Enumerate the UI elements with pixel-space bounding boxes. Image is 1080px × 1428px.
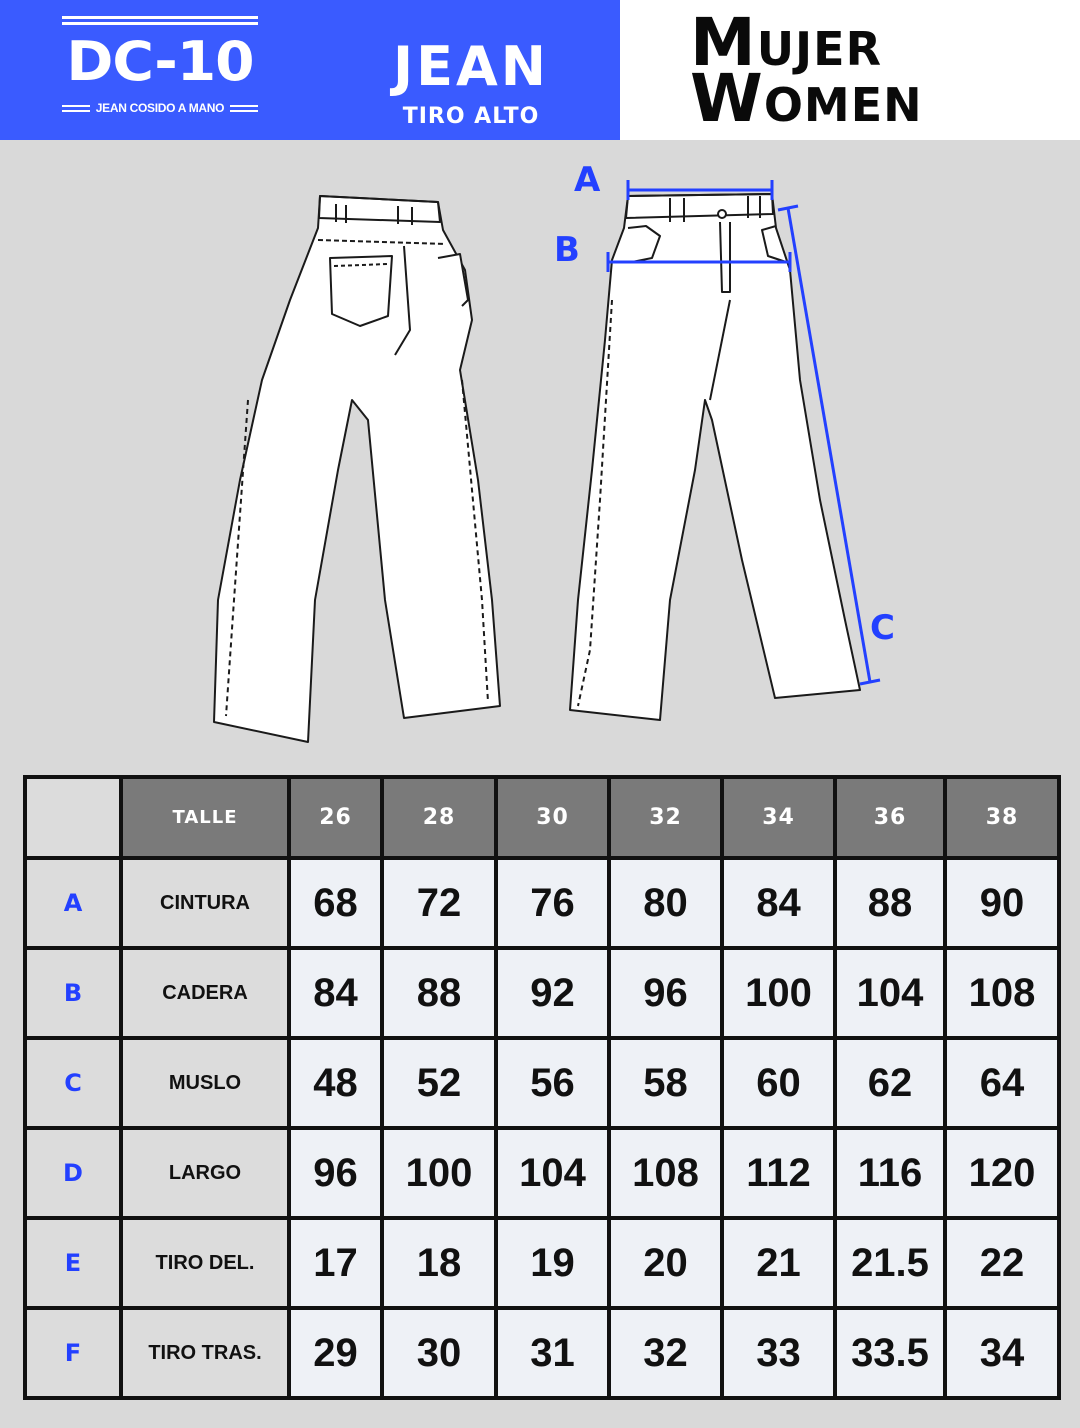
- jeans-illustration: [0, 140, 1080, 760]
- table-cell: 88: [382, 948, 496, 1038]
- size-header-cell: 28: [382, 777, 496, 858]
- table-row: [25, 1218, 1059, 1308]
- table-row: [25, 1308, 1059, 1398]
- table-row: [25, 1038, 1059, 1128]
- logo-bar: [62, 16, 258, 19]
- table-cell: 33.5: [835, 1308, 945, 1398]
- gender-english-rest: OMEN: [763, 78, 923, 132]
- row-measure-name: TIRO DEL.: [121, 1218, 289, 1308]
- row-letter: E: [25, 1218, 121, 1308]
- table-cell: 108: [609, 1128, 722, 1218]
- gender-english-initial: W: [690, 60, 764, 137]
- jeans-front-view-icon: [570, 194, 860, 720]
- table-cell: 84: [289, 948, 382, 1038]
- table-cell: 30: [382, 1308, 496, 1398]
- row-letter: A: [25, 858, 121, 948]
- logo-bar: [62, 22, 258, 25]
- size-header-cell: 36: [835, 777, 945, 858]
- size-header-cell: 32: [609, 777, 722, 858]
- table-cell: 64: [945, 1038, 1059, 1128]
- product-title: JEAN: [393, 35, 549, 98]
- brand-tagline: JEAN COSIDO A MANO: [95, 101, 225, 115]
- row-measure-name: LARGO: [121, 1128, 289, 1218]
- table-cell: 17: [289, 1218, 382, 1308]
- gender-spanish-initial: M: [690, 4, 757, 81]
- tagline-line: [62, 110, 90, 112]
- measure-label-c: C: [870, 608, 895, 648]
- row-letter: D: [25, 1128, 121, 1218]
- table-cell: 48: [289, 1038, 382, 1128]
- table-cell: 100: [722, 948, 835, 1038]
- table-cell: 56: [496, 1038, 609, 1128]
- row-measure-name: TIRO TRAS.: [121, 1308, 289, 1398]
- size-header-cell: 26: [289, 777, 382, 858]
- size-header-cell: 34: [722, 777, 835, 858]
- table-cell: 90: [945, 858, 1059, 948]
- table-cell: 96: [609, 948, 722, 1038]
- table-cell: 96: [289, 1128, 382, 1218]
- table-cell: 108: [945, 948, 1059, 1038]
- table-cell: 20: [609, 1218, 722, 1308]
- jeans-back-view-icon: [214, 196, 500, 742]
- row-measure-name: CINTURA: [121, 858, 289, 948]
- table-cell: 60: [722, 1038, 835, 1128]
- tagline-line: [230, 110, 258, 112]
- table-cell: 104: [835, 948, 945, 1038]
- row-letter: F: [25, 1308, 121, 1398]
- size-header-cell: 38: [945, 777, 1059, 858]
- table-cell: 100: [382, 1128, 496, 1218]
- jeans-drawing: [0, 140, 1080, 760]
- gender-english: [690, 60, 923, 137]
- table-cell: 22: [945, 1218, 1059, 1308]
- header: [0, 0, 1080, 140]
- table-cell: 92: [496, 948, 609, 1038]
- tagline-line: [230, 105, 258, 107]
- size-header-cell: 30: [496, 777, 609, 858]
- table-cell: 116: [835, 1128, 945, 1218]
- header-blue-panel: [0, 0, 620, 140]
- table-cell: 68: [289, 858, 382, 948]
- row-measure-name: CADERA: [121, 948, 289, 1038]
- gender-spanish-rest: UJER: [756, 22, 882, 76]
- table-corner-cell: [25, 777, 121, 858]
- table-cell: 18: [382, 1218, 496, 1308]
- table-cell: 80: [609, 858, 722, 948]
- row-letter: B: [25, 948, 121, 1038]
- brand-logo: [62, 16, 258, 120]
- product-subtitle: TIRO ALTO: [402, 104, 540, 129]
- table-cell: 21.5: [835, 1218, 945, 1308]
- measure-label-b: B: [554, 230, 580, 270]
- table-cell: 21: [722, 1218, 835, 1308]
- table-row: [25, 1128, 1059, 1218]
- tagline-line: [62, 105, 90, 107]
- table-row: [25, 948, 1059, 1038]
- row-measure-name: MUSLO: [121, 1038, 289, 1128]
- table-cell: 76: [496, 858, 609, 948]
- table-cell: 33: [722, 1308, 835, 1398]
- table-cell: 52: [382, 1038, 496, 1128]
- table-cell: 104: [496, 1128, 609, 1218]
- table-cell: 72: [382, 858, 496, 948]
- table-cell: 34: [945, 1308, 1059, 1398]
- table-cell: 84: [722, 858, 835, 948]
- size-header-label: TALLE: [121, 777, 289, 858]
- table-cell: 29: [289, 1308, 382, 1398]
- table-cell: 120: [945, 1128, 1059, 1218]
- brand-tagline-row: [62, 100, 258, 116]
- table-cell: 62: [835, 1038, 945, 1128]
- brand-name: DC-10: [66, 30, 254, 93]
- size-header-row: [25, 777, 1059, 858]
- table-cell: 112: [722, 1128, 835, 1218]
- table-cell: 58: [609, 1038, 722, 1128]
- size-chart-table: [23, 775, 1061, 1400]
- table-row: [25, 858, 1059, 948]
- table-cell: 31: [496, 1308, 609, 1398]
- row-letter: C: [25, 1038, 121, 1128]
- measure-label-a: A: [574, 160, 601, 200]
- table-cell: 32: [609, 1308, 722, 1398]
- table-cell: 88: [835, 858, 945, 948]
- table-cell: 19: [496, 1218, 609, 1308]
